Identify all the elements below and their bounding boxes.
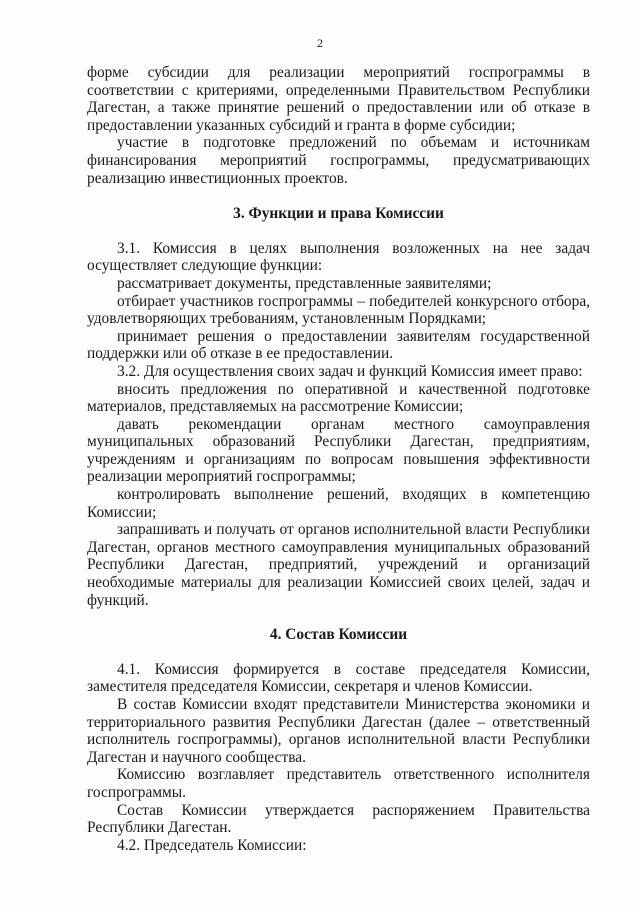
paragraph: 4.1. Комиссия формируется в составе председателя Комиссии, заместителя председателя Комиссии, секретаря и членов Комиссии. (87, 660, 590, 696)
paragraph: давать рекомендации органам местного самоуправления муниципальных образований Республики Дагестан, предприятиям, учреждениям и организациям по вопросам повышения эффективности реализации мероприятий госпрограммы; (87, 415, 590, 486)
section-heading: 4. Состав Комиссии (269, 626, 408, 644)
paragraph: участие в подготовке предложений по объемам и источникам финансирования мероприятий госпрограммы, предусматривающих реализацию инвестиционных проектов. (87, 134, 590, 187)
page-number: 2 (317, 36, 323, 50)
section-heading: 3. Функции и права Комиссии (233, 205, 444, 223)
paragraph: отбирает участников госпрограммы – победителей конкурсного отбора, удовлетворяющих требованиям, установленным Порядками; (87, 292, 590, 328)
paragraph: рассматривает документы, представленные заявителями; (117, 274, 492, 292)
document-body (87, 64, 590, 854)
paragraph: вносить предложения по оперативной и качественной подготовке материалов, представляемых на рассмотрение Комиссии; (87, 380, 590, 416)
paragraph: 4.2. Председатель Комиссии: (117, 836, 307, 854)
paragraph: Состав Комиссии утверждается распоряжением Правительства Республики Дагестан. (87, 801, 590, 837)
paragraph: 3.1. Комиссия в целях выполнения возложенных на нее задач осуществляет следующие функции: (87, 239, 590, 275)
paragraph: принимает решения о предоставлении заявителям государственной поддержки или об отказе в ее предоставлении. (87, 327, 590, 363)
paragraph: форме субсидии для реализации мероприятий госпрограммы в соответствии с критериями, определенными Правительством Республики Дагестан, а также принятие решений о предоставлении или об отказе в предоставлении указанных субсидий и гранта в форме субсидии; (87, 64, 590, 134)
paragraph: 3.2. Для осуществления своих задач и функций Комиссия имеет право: (117, 362, 583, 380)
paragraph: запрашивать и получать от органов исполнительной власти Республики Дагестан, органов местного самоуправления муниципальных образований Республики Дагестан, предприятий, учреждений и организаций необходимые материалы для реализации Комиссией своих целей, задач и функций. (87, 521, 590, 609)
paragraph: В состав Комиссии входят представители Министерства экономики и территориального развития Республики Дагестан (далее – ответственный исполнитель госпрограммы), органов исполнительной власти Республики Дагестан и научного сообщества. (87, 696, 590, 766)
paragraph: контролировать выполнение решений, входящих в компетенцию Комиссии; (87, 486, 590, 521)
paragraph: Комиссию возглавляет представитель ответственного исполнителя госпрограммы. (87, 766, 590, 801)
